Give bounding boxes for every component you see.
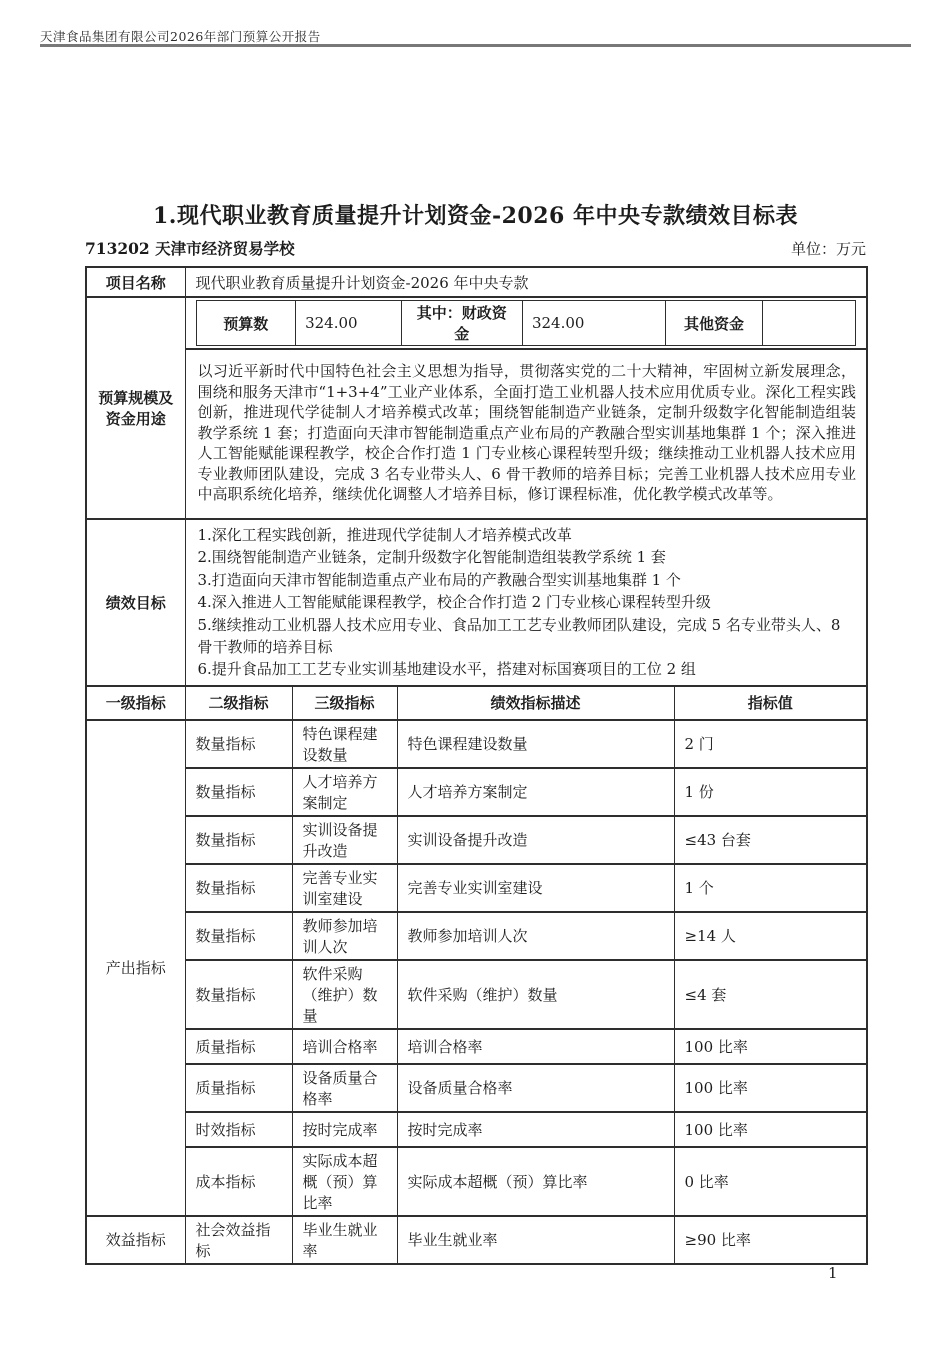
project-name-row (86, 267, 867, 297)
level1-indicator-cell: 效益指标 (86, 1216, 185, 1264)
indicator-row (86, 816, 867, 864)
goal-item: 5.继续推动工业机器人技术应用专业、食品加工工艺专业教师团队建设，完成 5 名专业带头人、8 骨干教师的培养目标 (197, 615, 841, 657)
indicator-desc-cell: 人才培养方案制定 (397, 768, 674, 816)
indicator-row (86, 1112, 867, 1147)
indicator-desc-cell: 完善专业实训室建设 (397, 864, 674, 912)
indicator-header-level2: 二级指标 (185, 686, 292, 720)
performance-goals-row (86, 519, 867, 686)
level3-indicator-cell: 按时完成率 (292, 1112, 397, 1147)
budget-table-row (196, 301, 856, 346)
indicator-row (86, 960, 867, 1029)
performance-target-table (85, 266, 868, 1265)
level3-indicator-cell: 教师参加培训人次 (292, 912, 397, 960)
school-code: 713202 天津市经济贸易学校 (85, 239, 295, 258)
level3-indicator-cell: 培训合格率 (292, 1029, 397, 1064)
level2-indicator-cell: 社会效益指标 (185, 1216, 292, 1264)
project-name-value: 现代职业教育质量提升计划资金-2026 年中央专款 (185, 267, 867, 297)
indicator-row (86, 1064, 867, 1112)
budget-amount-cell (185, 297, 867, 349)
indicator-desc-cell: 培训合格率 (397, 1029, 674, 1064)
level2-indicator-cell: 数量指标 (185, 768, 292, 816)
budget-amount-label: 预算数 (196, 301, 296, 346)
indicator-value-cell: 100 比率 (674, 1029, 867, 1064)
indicator-header-level1: 一级指标 (86, 686, 185, 720)
page-number: 1 (828, 1264, 838, 1282)
performance-goals-list (185, 519, 867, 686)
indicator-row (86, 720, 867, 768)
level3-indicator-cell: 设备质量合格率 (292, 1064, 397, 1112)
level2-indicator-cell: 数量指标 (185, 720, 292, 768)
level2-indicator-cell: 时效指标 (185, 1112, 292, 1147)
indicator-value-cell: 0 比率 (674, 1147, 867, 1216)
indicator-desc-cell: 特色课程建设数量 (397, 720, 674, 768)
goal-item: 2.围绕智能制造产业链条，定制升级数字化智能制造组装教学系统 1 套 (197, 548, 666, 567)
performance-goals-label: 绩效目标 (86, 519, 185, 686)
indicator-row (86, 1029, 867, 1064)
unit-label: 单位：万元 (790, 240, 866, 258)
indicator-value-cell: ≤43 台套 (674, 816, 867, 864)
indicator-header-row (86, 686, 867, 720)
indicator-row (86, 912, 867, 960)
level3-indicator-cell: 特色课程建设数量 (292, 720, 397, 768)
indicator-desc-cell: 按时完成率 (397, 1112, 674, 1147)
fiscal-funds-value: 324.00 (522, 301, 665, 346)
indicator-desc-cell: 实际成本超概（预）算比率 (397, 1147, 674, 1216)
indicator-desc-cell: 软件采购（维护）数量 (397, 960, 674, 1029)
indicator-row (86, 864, 867, 912)
level2-indicator-cell: 质量指标 (185, 1029, 292, 1064)
level3-indicator-cell: 完善专业实训室建设 (292, 864, 397, 912)
level2-indicator-cell: 数量指标 (185, 816, 292, 864)
budget-amount-value: 324.00 (296, 301, 402, 346)
indicator-value-cell: 2 门 (674, 720, 867, 768)
level2-indicator-cell: 质量指标 (185, 1064, 292, 1112)
subtitle-row (85, 237, 866, 259)
level2-indicator-cell: 成本指标 (185, 1147, 292, 1216)
budget-table (196, 300, 857, 346)
budget-section-label: 预算规模及资金用途 (86, 297, 185, 519)
indicator-row (86, 1216, 867, 1264)
goal-item: 3.打造面向天津市智能制造重点产业布局的产教融合型实训基地集群 1 个 (197, 570, 681, 589)
indicator-value-cell: 1 份 (674, 768, 867, 816)
indicator-header-value: 指标值 (674, 686, 867, 720)
level3-indicator-cell: 软件采购（维护）数量 (292, 960, 397, 1029)
level2-indicator-cell: 数量指标 (185, 864, 292, 912)
level1-indicator-cell: 产出指标 (86, 720, 185, 1216)
project-name-label: 项目名称 (86, 267, 185, 297)
indicator-desc-cell: 设备质量合格率 (397, 1064, 674, 1112)
report-header: 天津食品集团有限公司2026年部门预算公开报告 (40, 29, 321, 44)
usage-description: 以习近平新时代中国特色社会主义思想为指导，贯彻落实党的二十大精神，牢固树立新发展理念，围绕和服务天津市“1+3+4”工业产业体系，全面打造工业机器人技术应用优质专业。深化工程实践创新，推进现代学徒制人才培养模式改革；围绕智能制造产业链条，定制升级数字化智能制造组装教学系统 1 套；打造面向天津市智能制造重点产业布局的产教融合型实训基地集群 1 个；深入推进人工智能赋能课程教学，校企合作打造 1 门专业核心课程转型升级；继续推动工业机器人技术应用专业教师团队建设，完成 3 名专业带头人、6 骨干教师的培养目标；完善工业机器人技术应用专业中高职系统化培养，继续优化调整人才培养目标，修订课程标准，优化教学模式改革等。 (185, 349, 867, 519)
indicator-value-cell: ≥90 比率 (674, 1216, 867, 1264)
level3-indicator-cell: 人才培养方案制定 (292, 768, 397, 816)
indicator-value-cell: 100 比率 (674, 1064, 867, 1112)
fiscal-funds-label: 其中：财政资金 (401, 301, 522, 346)
header-divider (40, 44, 911, 47)
fund-usage-row (86, 349, 867, 519)
other-funds-value (762, 301, 855, 346)
goal-item: 4.深入推进人工智能赋能课程教学，校企合作打造 2 门专业核心课程转型升级 (197, 593, 711, 612)
indicator-value-cell: 1 个 (674, 864, 867, 912)
goal-item: 6.提升食品加工工艺专业实训基地建设水平，搭建对标国赛项目的工位 2 组 (197, 660, 696, 679)
indicator-value-cell: ≤4 套 (674, 960, 867, 1029)
indicator-row (86, 1147, 867, 1216)
level3-indicator-cell: 实际成本超概（预）算比率 (292, 1147, 397, 1216)
level2-indicator-cell: 数量指标 (185, 960, 292, 1029)
indicator-value-cell: ≥14 人 (674, 912, 867, 960)
indicator-desc-cell: 实训设备提升改造 (397, 816, 674, 864)
other-funds-label: 其他资金 (666, 301, 763, 346)
indicator-header-level3: 三级指标 (292, 686, 397, 720)
goal-item: 1.深化工程实践创新，推进现代学徒制人才培养模式改革 (197, 526, 572, 544)
indicator-desc-cell: 教师参加培训人次 (397, 912, 674, 960)
indicator-value-cell: 100 比率 (674, 1112, 867, 1147)
level3-indicator-cell: 毕业生就业率 (292, 1216, 397, 1264)
indicator-row (86, 768, 867, 816)
page-title: 1.现代职业教育质量提升计划资金-2026 年中央专款绩效目标表 (153, 203, 798, 229)
level2-indicator-cell: 数量指标 (185, 912, 292, 960)
budget-amount-row (86, 297, 867, 349)
indicator-header-desc: 绩效指标描述 (397, 686, 674, 720)
level3-indicator-cell: 实训设备提升改造 (292, 816, 397, 864)
indicator-desc-cell: 毕业生就业率 (397, 1216, 674, 1264)
